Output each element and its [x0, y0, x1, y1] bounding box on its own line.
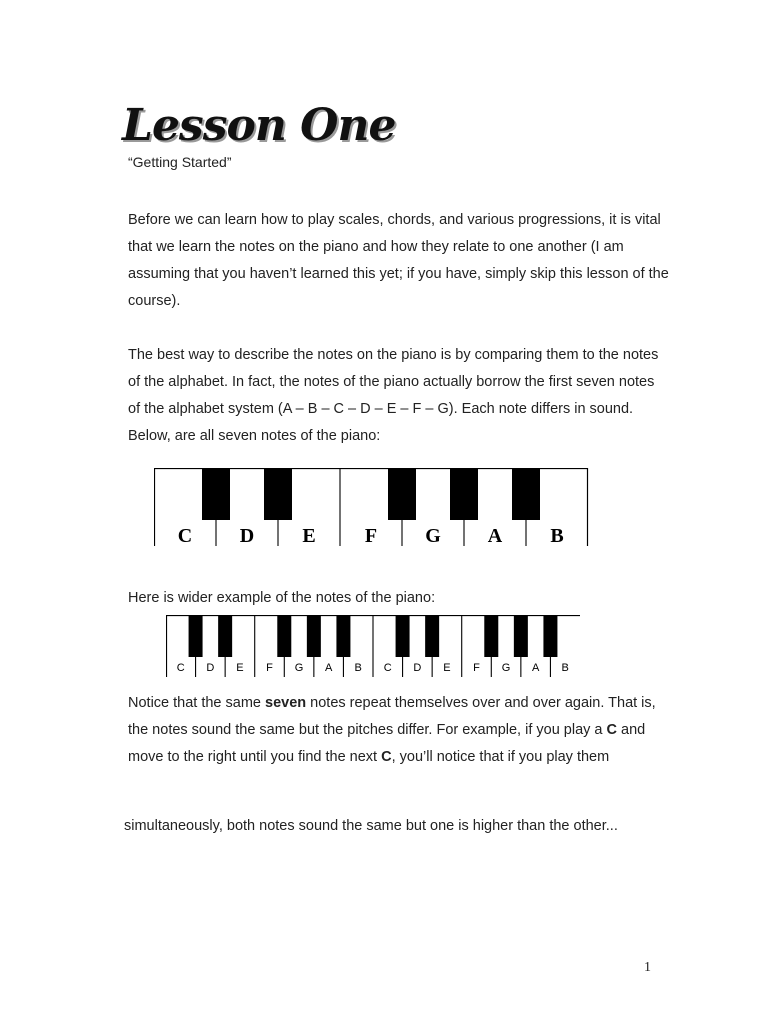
black-key: [514, 615, 528, 657]
paragraph-repeat-notes: [128, 690, 668, 771]
paragraph-line: Here is wider example of the notes of the piano:: [128, 590, 436, 606]
note-label-b: B: [561, 662, 569, 674]
paragraph-simultaneous: [124, 813, 664, 840]
black-key: [189, 615, 203, 657]
paragraph-line: [128, 717, 668, 744]
paragraph-line: The best way to describe the notes on the piano is by comparing them to the notes: [128, 347, 659, 363]
text-run: Notice that the same: [128, 695, 266, 711]
text-run: move to the right until you find the next: [128, 749, 382, 765]
bold-text: C: [381, 749, 392, 765]
paragraph-line: that we learn the notes on the piano and how they relate to one another (I am: [128, 239, 624, 255]
piano-keyboard-seven-notes: [154, 468, 590, 546]
note-label-f: F: [473, 662, 480, 674]
note-label-a: A: [324, 662, 333, 674]
lesson-title: Lesson One: [122, 100, 396, 151]
black-key: [425, 615, 439, 657]
paragraph-wider-example: [128, 585, 668, 612]
paragraph-line: assuming that you haven’t learned this yet; if you have, simply skip this lesson of the: [128, 266, 669, 282]
black-key: [202, 468, 230, 520]
note-label-g: G: [501, 662, 511, 674]
note-label-g: G: [425, 525, 441, 546]
note-label-g: G: [294, 662, 304, 674]
note-label-e: E: [236, 662, 244, 674]
note-label-d: D: [239, 525, 255, 546]
note-label-f: F: [266, 662, 273, 674]
text-run: notes repeat themselves over and over again. That is,: [306, 695, 656, 711]
bold-text: seven: [265, 695, 307, 711]
page-number: 1: [644, 960, 651, 975]
paragraph-alphabet: [128, 342, 668, 450]
black-key: [543, 615, 557, 657]
paragraph-line: [128, 690, 668, 717]
black-key: [336, 615, 350, 657]
note-label-f: F: [364, 525, 378, 546]
text-run: the notes sound the same but the pitches differ. For example, if you play a: [128, 722, 607, 738]
black-key: [396, 615, 410, 657]
note-label-a: A: [531, 662, 540, 674]
note-label-d: D: [206, 662, 215, 674]
paragraph-line: of the alphabet. In fact, the notes of the piano actually borrow the first seven notes: [128, 374, 655, 390]
note-label-d: D: [413, 662, 422, 674]
black-key: [264, 468, 292, 520]
note-label-a: A: [487, 525, 503, 546]
text-run: and: [617, 722, 646, 738]
note-label-e: E: [302, 525, 316, 546]
paragraph-line: Before we can learn how to play scales, chords, and various progressions, it is vital: [128, 212, 661, 228]
black-key: [307, 615, 321, 657]
note-label-c: C: [176, 662, 185, 674]
paragraph-line: simultaneously, both notes sound the same but one is higher than the other...: [124, 818, 618, 834]
black-key: [277, 615, 291, 657]
bold-text: C: [606, 722, 617, 738]
black-key: [388, 468, 416, 520]
black-key: [450, 468, 478, 520]
note-label-e: E: [443, 662, 451, 674]
paragraph-line: course).: [128, 293, 181, 309]
note-label-b: B: [550, 525, 564, 546]
note-label-b: B: [354, 662, 362, 674]
paragraph-line: of the alphabet system (A – B – C – D – E – F – G). Each note differs in sound.: [128, 401, 634, 417]
paragraph-line: Below, are all seven notes of the piano:: [128, 428, 381, 444]
piano-keyboard-two-octaves: [166, 615, 582, 677]
note-label-c: C: [383, 662, 392, 674]
black-key: [512, 468, 540, 520]
paragraph-line: [128, 744, 668, 771]
paragraph-intro: [128, 207, 668, 315]
black-key: [484, 615, 498, 657]
lesson-subtitle: “Getting Started”: [128, 154, 232, 170]
note-label-c: C: [177, 525, 193, 546]
black-key: [218, 615, 232, 657]
text-run: , you’ll notice that if you play them: [391, 749, 610, 765]
